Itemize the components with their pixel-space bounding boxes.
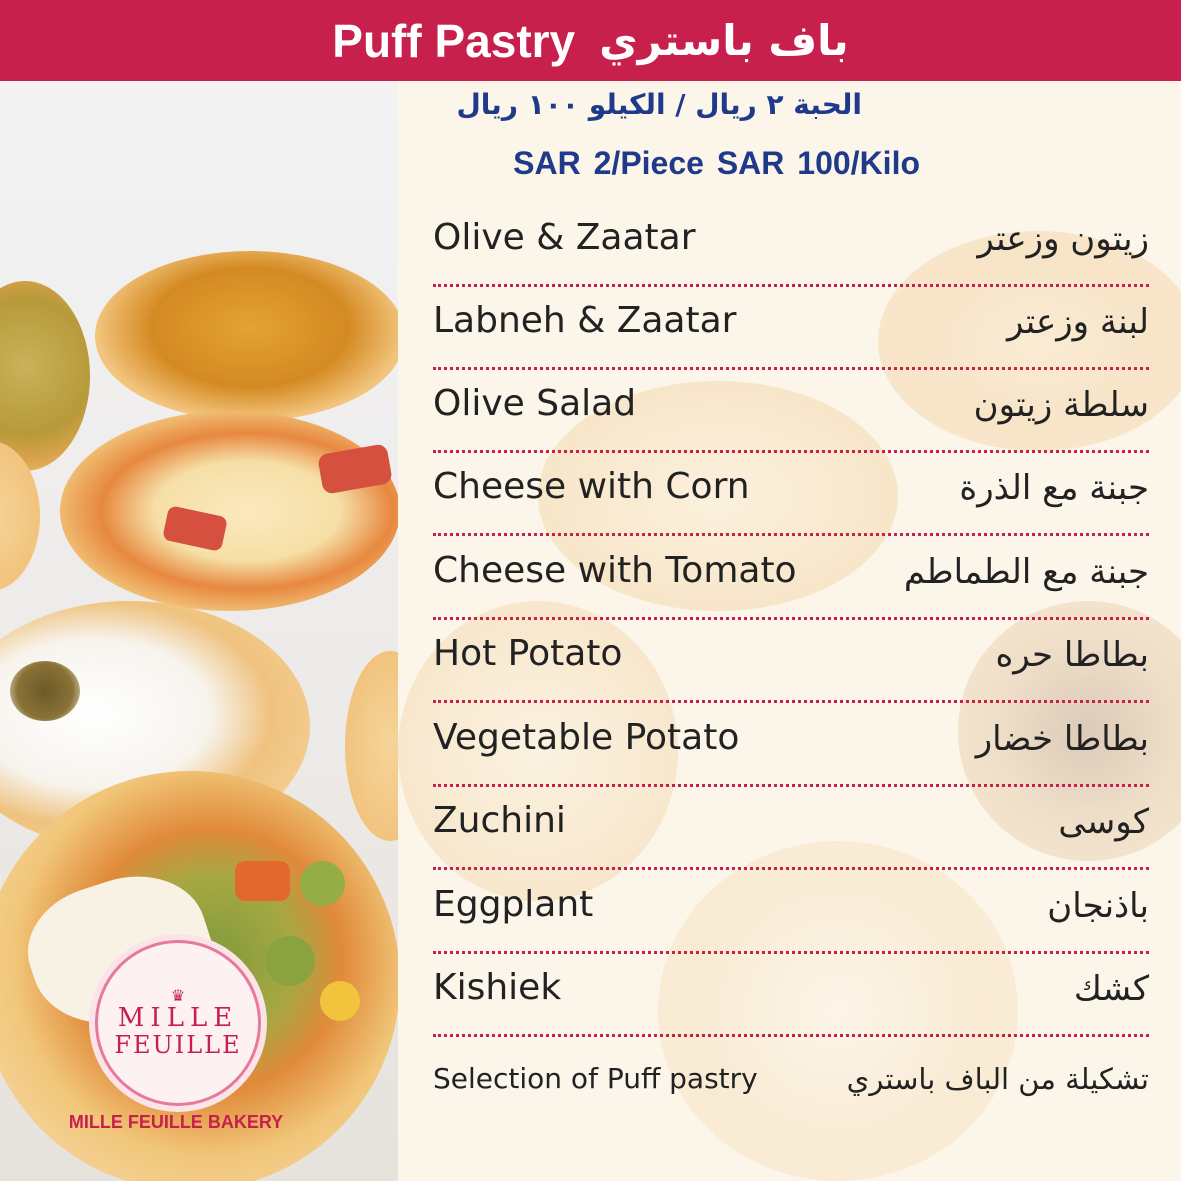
price-english: SAR 2/Piece SAR 100/Kilo bbox=[513, 145, 920, 181]
menu-item-english: Eggplant bbox=[433, 884, 594, 925]
menu-item-english: Cheese with Tomato bbox=[433, 550, 797, 591]
dotted-divider bbox=[433, 367, 1149, 370]
menu-item-arabic: بطاطا حره bbox=[995, 635, 1149, 675]
menu-item bbox=[433, 538, 1149, 620]
menu-item-arabic: لبنة وزعتر bbox=[1006, 302, 1149, 342]
menu-item-english: Vegetable Potato bbox=[433, 717, 740, 758]
menu-item bbox=[433, 371, 1149, 453]
price-arabic: الحبة ٢ ريال / الكيلو ١٠٠ ريال bbox=[456, 88, 862, 121]
menu-item bbox=[433, 788, 1149, 870]
logo-line-2: FEUILLE bbox=[114, 1031, 242, 1059]
menu-item bbox=[433, 955, 1149, 1037]
menu-item-arabic: كشك bbox=[1073, 969, 1149, 1009]
dotted-divider bbox=[433, 867, 1149, 870]
title-banner bbox=[0, 0, 1181, 81]
menu-item-english: Hot Potato bbox=[433, 633, 623, 674]
bakery-name: MILLE FEUILLE BAKERY bbox=[68, 1112, 284, 1132]
menu-item-arabic: زيتون وزعتر bbox=[977, 219, 1149, 259]
dotted-divider bbox=[433, 1034, 1149, 1037]
menu-item-english: Cheese with Corn bbox=[433, 466, 750, 507]
dotted-divider bbox=[433, 533, 1149, 536]
menu-item bbox=[433, 288, 1149, 370]
menu-item-arabic: باذنجان bbox=[1047, 886, 1149, 926]
bakery-logo bbox=[95, 940, 261, 1106]
dotted-divider bbox=[433, 784, 1149, 787]
dotted-divider bbox=[433, 951, 1149, 954]
dotted-divider bbox=[433, 700, 1149, 703]
menu-item-arabic: جبنة مع الطماطم bbox=[903, 552, 1149, 592]
menu-item-english: Selection of Puff pastry bbox=[433, 1062, 758, 1095]
menu-item-arabic: سلطة زيتون bbox=[973, 385, 1149, 425]
menu-item-english: Labneh & Zaatar bbox=[433, 300, 737, 341]
menu-item-arabic: جبنة مع الذرة bbox=[959, 468, 1149, 508]
menu-item-arabic: تشكيلة من الباف باستري bbox=[846, 1062, 1149, 1096]
menu-item bbox=[433, 205, 1149, 287]
dotted-divider bbox=[433, 450, 1149, 453]
dotted-divider bbox=[433, 617, 1149, 620]
menu-item bbox=[433, 454, 1149, 536]
title-arabic: باف باستري bbox=[599, 16, 849, 65]
menu-item-arabic: بطاطا خضار bbox=[975, 719, 1149, 759]
menu-item bbox=[433, 621, 1149, 703]
menu-item bbox=[433, 705, 1149, 787]
menu-item bbox=[433, 1038, 1149, 1120]
dotted-divider bbox=[433, 284, 1149, 287]
menu-item-english: Olive & Zaatar bbox=[433, 217, 696, 258]
title-english: Puff Pastry bbox=[332, 14, 576, 67]
menu-item-english: Kishiek bbox=[433, 967, 562, 1008]
logo-line-1: MILLE bbox=[117, 1003, 239, 1033]
menu-item-english: Olive Salad bbox=[433, 383, 637, 424]
menu-item-arabic: كوسى bbox=[1058, 802, 1149, 842]
menu-item-english: Zuchini bbox=[433, 800, 566, 841]
crown-icon: ♛ bbox=[170, 986, 186, 1005]
menu-item bbox=[433, 872, 1149, 954]
